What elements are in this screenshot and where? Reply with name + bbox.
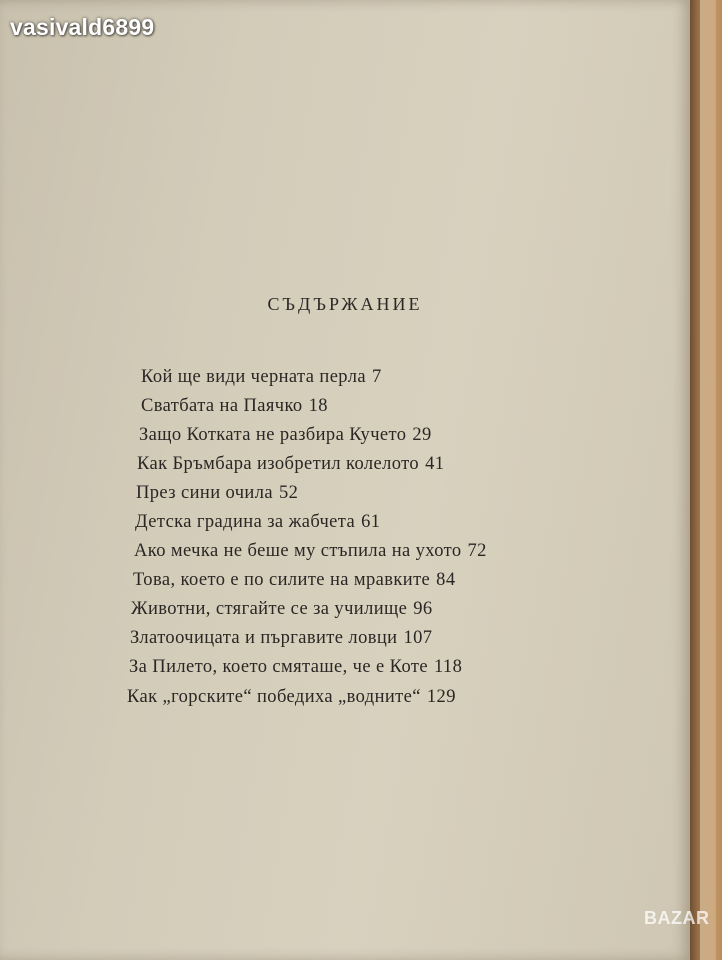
toc-entry-page: 61 xyxy=(361,512,381,532)
toc-entry-page: 72 xyxy=(467,541,487,561)
toc-entry-title: Златоочицата и пъргавите ловци xyxy=(130,628,398,648)
toc-entry xyxy=(139,425,432,446)
toc-entry xyxy=(129,657,462,678)
toc-entry xyxy=(136,483,298,504)
seller-watermark: vasivald6899 xyxy=(10,14,155,40)
toc-entry-title: Кой ще види черната перла xyxy=(141,367,366,387)
toc-entry-page: 107 xyxy=(403,628,433,648)
toc-entry xyxy=(141,367,382,388)
toc-entry xyxy=(127,687,456,708)
toc-entry-page: 84 xyxy=(436,570,456,590)
toc-entry xyxy=(131,599,433,620)
bazar-logo: BAZAR xyxy=(644,908,710,928)
toc-entry-title: Ако мечка не беше му стъпила на ухото xyxy=(134,541,462,561)
toc-entry-page: 41 xyxy=(425,454,445,474)
toc-title: СЪДЪРЖАНИЕ xyxy=(267,294,423,314)
toc-entry-title: Защо Котката не разбира Кучето xyxy=(139,425,407,445)
page-edge-highlight xyxy=(700,0,716,960)
toc-entry xyxy=(133,570,455,591)
toc-entry-title: За Пилето, което смяташе, че е Коте xyxy=(129,657,428,677)
toc-entry-page: 7 xyxy=(371,367,382,387)
toc-entry xyxy=(141,396,328,417)
toc-entry-title: Как Бръмбара изобретил колелото xyxy=(137,454,420,474)
toc-entry-title: Животни, стягайте се за училище xyxy=(131,599,408,619)
toc-entry xyxy=(134,541,487,562)
toc-entry xyxy=(135,512,380,533)
toc-entry-page: 96 xyxy=(413,599,433,619)
toc-entry xyxy=(137,454,444,475)
toc-entry-page: 18 xyxy=(308,396,328,416)
toc-entry-page: 118 xyxy=(433,657,463,677)
toc-entry-page: 29 xyxy=(412,425,432,445)
toc-entry-title: Как „горските“ победиха „водните“ xyxy=(127,687,421,707)
toc-entry xyxy=(130,628,432,649)
toc-entry-page: 52 xyxy=(278,483,299,503)
toc-entry-title: Сватбата на Паячко xyxy=(141,396,303,416)
toc-entry-title: Детска градина за жабчета xyxy=(135,512,356,532)
toc-entry-page: 129 xyxy=(426,687,456,707)
toc-entry-title: Това, което е по силите на мравките xyxy=(133,570,431,590)
toc-entry-title: През сини очила xyxy=(136,483,273,503)
